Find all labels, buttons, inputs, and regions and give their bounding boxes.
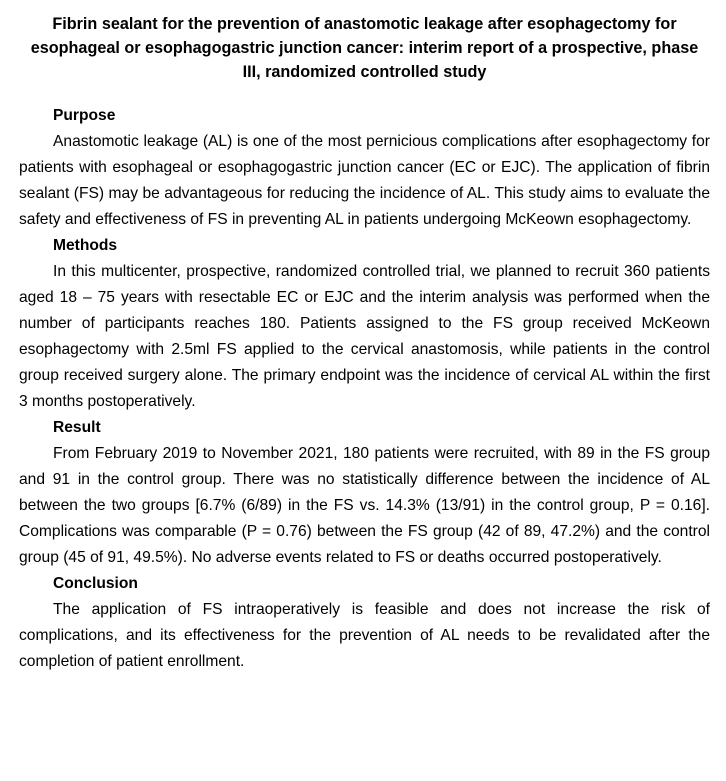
section-heading-methods: Methods xyxy=(53,237,118,254)
paper-title: Fibrin sealant for the prevention of anastomotic leakage after esophagectomy for esophageal or esophagogastric junction cancer: interim report of a prospective, phase III, randomized controlled study xyxy=(30,15,699,81)
section-text-result: From February 2019 to November 2021, 180 patients were recruited, with 89 in the FS group and 91 in the control group. There was no statistically difference between the incidence of AL between the two groups [6.7% (6/89) in the FS vs. 14.3% (13/91) in the control group, P = 0.16]. Complications was comparable (P = 0.76) between the FS group (42 of 89, 47.2%) and the control group (45 of 91, 49.5%). No adverse events related to FS or deaths occurred postoperatively. xyxy=(19,445,710,566)
section-text-purpose: Anastomotic leakage (AL) is one of the most pernicious complications after esophagectomy for patients with esophageal or esophagogastric junction cancer (EC or EJC). The application of fibrin sealant (FS) may be advantageous for reducing the incidence of AL. This study aims to evaluate the safety and effectiveness of FS in preventing AL in patients undergoing McKeown esophagectomy. xyxy=(19,133,710,228)
section-heading-conclusion: Conclusion xyxy=(53,575,138,592)
section-text-methods: In this multicenter, prospective, randomized controlled trial, we planned to recruit 360 patients aged 18 – 75 years with resectable EC or EJC and the interim analysis was performed when the number of participants reaches 180. Patients assigned to the FS group received McKeown esophagectomy with 2.5ml FS applied to the cervical anastomosis, while patients in the control group received surgery alone. The primary endpoint was the incidence of cervical AL within the first 3 months postoperatively. xyxy=(19,263,710,410)
section-heading-purpose: Purpose xyxy=(53,107,116,124)
section-heading-result: Result xyxy=(53,419,101,436)
section-text-conclusion: The application of FS intraoperatively is feasible and does not increase the risk of complications, and its effectiveness for the prevention of AL needs to be revalidated after the completion of patient enrollment. xyxy=(19,601,710,670)
